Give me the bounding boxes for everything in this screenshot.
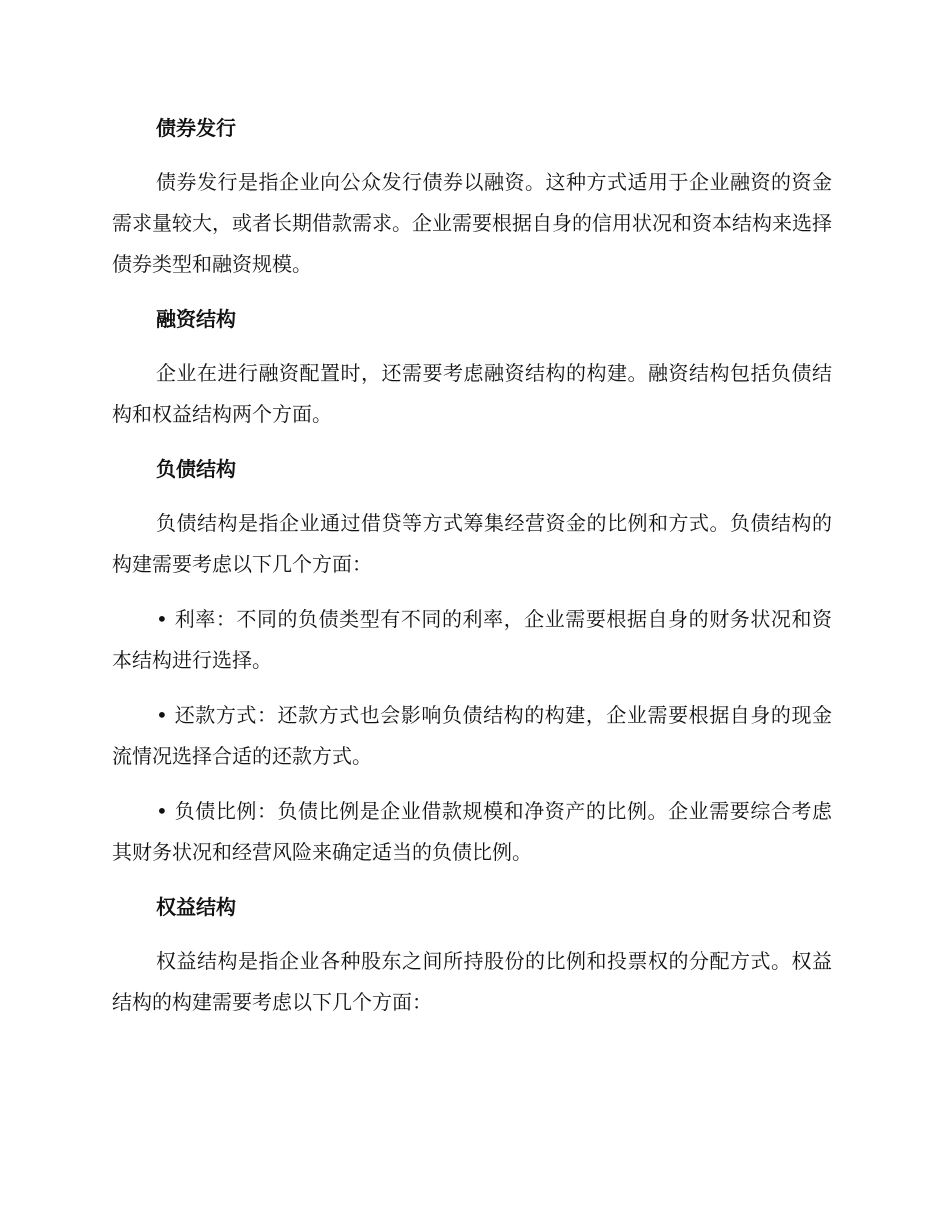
document-page [112,108,832,1037]
section-heading-debt-structure: 负债结构 [156,457,236,481]
paragraph-equity-structure: 权益结构是指企业各种股东之间所持股份的比例和投票权的分配方式。权益结构的构建需要考虑以下几个方面： [112,949,832,1014]
paragraph-debt-structure: 负债结构是指企业通过借贷等方式筹集经营资金的比例和方式。负债结构的构建需要考虑以下几个方面： [112,511,832,576]
bullet-interest-rate: • 利率：不同的负债类型有不同的利率，企业需要根据自身的财务状况和资本结构进行选择。 [112,607,832,672]
paragraph-bond-issuance: 债券发行是指企业向公众发行债券以融资。这种方式适用于企业融资的资金需求量较大，或者长期借款需求。企业需要根据自身的信用状况和资本结构来选择债券类型和融资规模。 [112,170,832,276]
paragraph-financing-structure: 企业在进行融资配置时，还需要考虑融资结构的构建。融资结构包括负债结构和权益结构两个方面。 [112,361,832,426]
bullet-debt-ratio: • 负债比例：负债比例是企业借款规模和净资产的比例。企业需要综合考虑其财务状况和经营风险来确定适当的负债比例。 [112,799,832,864]
section-heading-financing-structure: 融资结构 [156,307,236,331]
bullet-repayment-method: • 还款方式：还款方式也会影响负债结构的构建，企业需要根据自身的现金流情况选择合适的还款方式。 [112,703,832,768]
section-heading-equity-structure: 权益结构 [156,895,236,919]
section-heading-bond-issuance: 债券发行 [156,116,236,140]
